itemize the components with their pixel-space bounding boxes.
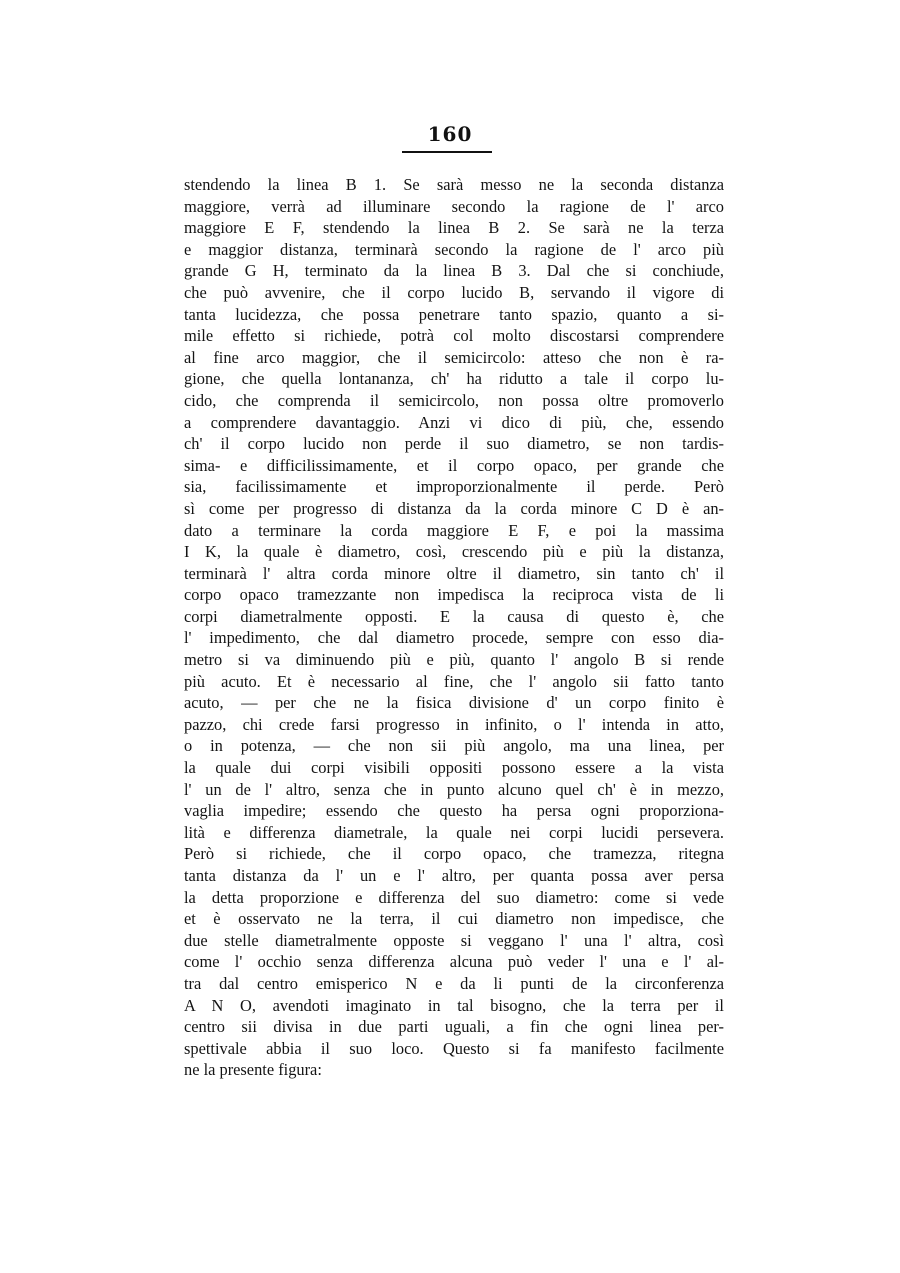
text-line: pazzo, chi crede farsi progresso in infinito, o l' intenda in atto, [184, 714, 724, 734]
text-line: tra dal centro emisperico N e da li punti de la circonferenza [184, 973, 724, 993]
text-line: Però si richiede, che il corpo opaco, che tramezza, ritegna [184, 844, 724, 864]
text-line: stendendo la linea B 1. Se sarà messo ne la seconda distanza [184, 175, 724, 194]
text-line: centro sii divisa in due parti uguali, a fin che ogni linea per- [184, 1017, 724, 1037]
text-line: maggiore E F, stendendo la linea B 2. Se sarà ne la terza [184, 218, 724, 238]
text-line: e maggior distanza, terminarà secondo la ragione de l' arco più [184, 239, 724, 259]
body-text [184, 174, 724, 1081]
text-line: gione, che quella lontananza, ch' ha ridutto a tale il corpo lu- [184, 369, 724, 389]
text-line: cido, che comprenda il semicircolo, non possa oltre promoverlo [184, 390, 724, 410]
text-line: corpi diametralmente opposti. E la causa di questo è, che [184, 606, 724, 626]
text-line: a comprendere davantaggio. Anzi vi dico di più, che, essendo [184, 412, 724, 432]
text-line: grande G H, terminato da la linea B 3. Dal che si conchiude, [184, 261, 724, 281]
text-line: terminarà l' altra corda minore oltre il diametro, sin tanto ch' il [184, 563, 724, 583]
text-line: spettivale abbia il suo loco. Questo si fa manifesto facilmente [184, 1038, 724, 1058]
text-line: al fine arco maggior, che il semicircolo: atteso che non è ra- [184, 347, 724, 367]
text-line: ch' il corpo lucido non perde il suo diametro, se non tardis- [184, 434, 724, 454]
page-number: 160 [427, 122, 473, 146]
text-line: acuto, — per che ne la fisica divisione d' un corpo finito è [184, 693, 724, 713]
text-line: più acuto. Et è necessario al fine, che l' angolo sii fatto tanto [184, 671, 724, 691]
header-rule [402, 151, 492, 153]
text-line: lità e differenza diametrale, la quale nei corpi lucidi persevera. [184, 822, 724, 842]
text-line: o in potenza, — che non sii più angolo, ma una linea, per [184, 736, 724, 756]
text-line: ne la presente figura: [184, 1060, 322, 1080]
text-line: sì come per progresso di distanza da la corda minore C D è an- [184, 498, 724, 518]
text-line: l' un de l' altro, senza che in punto alcuno quel ch' è in mezzo, [184, 779, 724, 799]
text-line: tanta lucidezza, che possa penetrare tanto spazio, quanto a si- [184, 304, 724, 324]
text-line: dato a terminare la corda maggiore E F, e poi la massima [184, 520, 724, 540]
text-line: l' impedimento, che dal diametro procede, sempre con esso dia- [184, 628, 724, 648]
text-line: sima- e difficilissimamente, et il corpo opaco, per grande che [184, 455, 724, 475]
text-line: come l' occhio senza differenza alcuna può veder l' una e l' al- [184, 952, 724, 972]
text-line: maggiore, verrà ad illuminare secondo la ragione de l' arco [184, 196, 724, 216]
text-line: corpo opaco tramezzante non impedisca la reciproca vista de li [184, 585, 724, 605]
text-line: sia, facilissimamente et improporzionalmente il perde. Però [184, 477, 724, 497]
text-line: vaglia impedire; essendo che questo ha persa ogni proporziona- [184, 801, 724, 821]
text-line: la detta proporzione e differenza del suo diametro: come si vede [184, 887, 724, 907]
text-line: due stelle diametralmente opposte si veggano l' una l' altra, così [184, 930, 724, 950]
text-line: metro si va diminuendo più e più, quanto l' angolo B si rende [184, 650, 724, 670]
text-line: la quale dui corpi visibili oppositi possono essere a la vista [184, 758, 724, 778]
text-line: che può avvenire, che il corpo lucido B, servando il vigore di [184, 282, 724, 302]
text-line: I K, la quale è diametro, così, crescendo più e più la distanza, [184, 542, 724, 562]
text-line: tanta distanza da l' un e l' altro, per quanta possa aver persa [184, 866, 724, 885]
text-line: et è osservato ne la terra, il cui diametro non impedisce, che [184, 909, 724, 929]
text-line: A N O, avendoti imaginato in tal bisogno, che la terra per il [184, 995, 724, 1015]
text-line: mile effetto si richiede, potrà col molto discostarsi comprendere [184, 326, 724, 346]
